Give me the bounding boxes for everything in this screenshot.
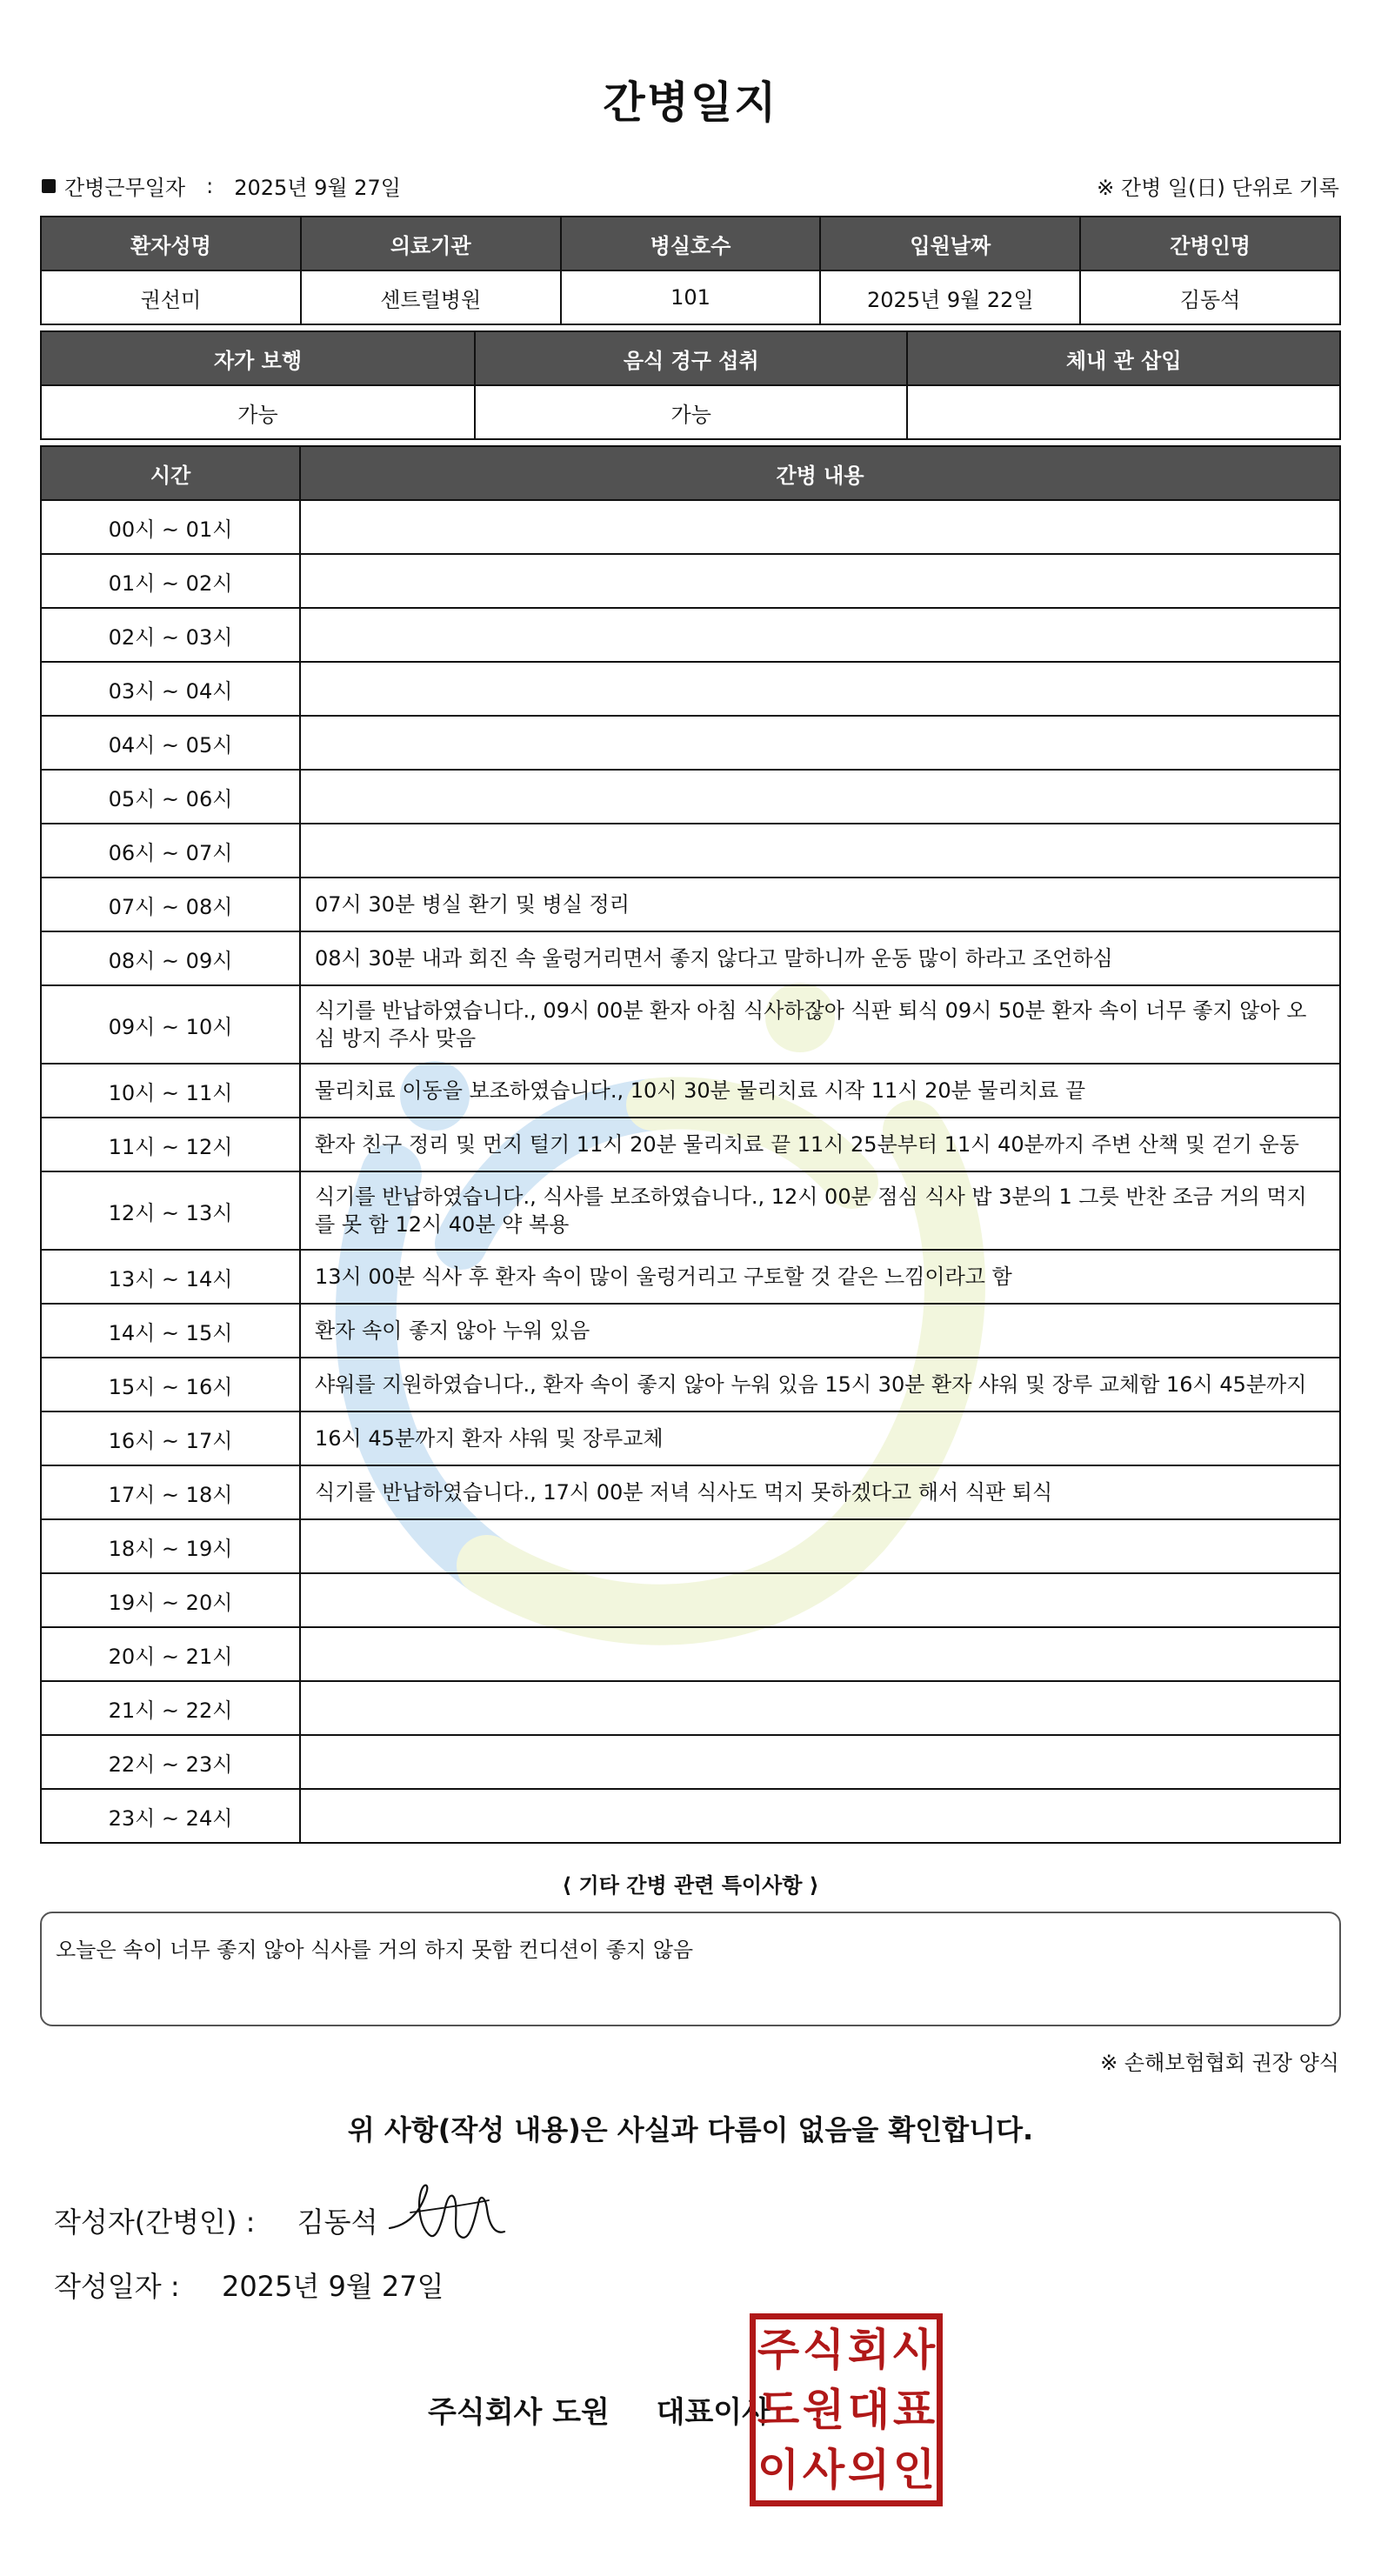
log-time: 01시 ~ 02시 [41, 554, 300, 608]
caregiver-name: 김동석 [1080, 270, 1340, 324]
page-title: 간병일지 [603, 77, 778, 128]
log-content: 샤워를 지원하였습니다., 환자 속이 좋지 않아 누워 있음 15시 30분 환자 샤워 및 장루 교체함 16시 45분까지 [300, 1358, 1340, 1411]
log-content: 환자 친구 정리 및 먼지 털기 11시 20분 물리치료 끝 11시 25분부터 11시 40분까지 주변 산책 및 걷기 운동 [300, 1118, 1340, 1171]
log-row [41, 716, 1340, 770]
log-time: 02시 ~ 03시 [41, 608, 300, 662]
log-time: 00시 ~ 01시 [41, 500, 300, 554]
log-row [41, 500, 1340, 554]
header-patient-name: 환자성명 [41, 217, 301, 270]
log-time: 03시 ~ 04시 [41, 662, 300, 716]
seal-char: 사 [802, 2445, 845, 2496]
log-content: 08시 30분 내과 회진 속 울렁거리면서 좋지 않다고 말하니까 운동 많이 하라고 조언하심 [300, 931, 1340, 985]
confirmation-statement: 위 사항(작성 내용)은 사실과 다름이 없음을 확인합니다. [347, 2113, 1034, 2146]
log-content: 물리치료 이동을 보조하였습니다., 10시 30분 물리치료 시작 11시 20분 물리치료 끝 [300, 1064, 1340, 1118]
seal-char: 이 [757, 2445, 800, 2496]
header-oral-intake: 음식 경구 섭취 [475, 331, 908, 385]
header-caregiver-name: 간병인명 [1080, 217, 1340, 270]
log-row [41, 1411, 1340, 1465]
log-time: 23시 ~ 24시 [41, 1789, 300, 1843]
log-row [41, 554, 1340, 608]
log-row [41, 1250, 1340, 1304]
log-time: 09시 ~ 10시 [41, 985, 300, 1064]
log-time: 17시 ~ 18시 [41, 1465, 300, 1519]
log-row [41, 1118, 1340, 1171]
header-tube-insertion: 체내 관 삽입 [907, 331, 1340, 385]
log-row [41, 662, 1340, 716]
log-row [41, 1681, 1340, 1735]
log-time: 15시 ~ 16시 [41, 1358, 300, 1411]
header-admission-date: 입원날짜 [820, 217, 1080, 270]
log-content: 16시 45분까지 환자 샤워 및 장루교체 [300, 1411, 1340, 1465]
log-time: 21시 ~ 22시 [41, 1681, 300, 1735]
log-time: 14시 ~ 15시 [41, 1304, 300, 1358]
seal-char: 주 [757, 2324, 800, 2375]
log-content: 13시 00분 식사 후 환자 속이 많이 울렁거리고 구토할 것 같은 느낌이라고 함 [300, 1250, 1340, 1304]
notes-text: 오늘은 속이 너무 좋지 않아 식사를 거의 하지 못함 컨디션이 좋지 않음 [56, 1938, 694, 1962]
seal-char: 회 [847, 2324, 891, 2375]
unit-note: ※ 간병 일(日) 단위로 기록 [1097, 176, 1339, 200]
log-content [300, 1627, 1340, 1681]
date-label: 작성일자 : [54, 2270, 180, 2303]
log-content [300, 1735, 1340, 1789]
log-content: 식기를 반납하였습니다., 17시 00분 저녁 식사도 먹지 못하겠다고 해서 식판 퇴식 [300, 1465, 1340, 1519]
writer-line [54, 2200, 378, 2240]
log-row [41, 770, 1340, 824]
log-content: 환자 속이 좋지 않아 누워 있음 [300, 1304, 1340, 1358]
notes-box [40, 1912, 1341, 2026]
log-time: 07시 ~ 08시 [41, 878, 300, 931]
seal-char: 도 [757, 2384, 800, 2435]
log-content [300, 770, 1340, 824]
log-row [41, 608, 1340, 662]
seal-char: 원 [802, 2384, 845, 2435]
company-name: 주식회사 도원 [428, 2395, 610, 2430]
oral-intake-value: 가능 [475, 385, 908, 439]
recommend-note: ※ 손해보험협회 권장 양식 [1100, 2051, 1339, 2075]
log-content [300, 500, 1340, 554]
log-content [300, 1519, 1340, 1573]
log-time: 05시 ~ 06시 [41, 770, 300, 824]
hospital-name: 센트럴병원 [301, 270, 561, 324]
log-time: 04시 ~ 05시 [41, 716, 300, 770]
patient-name: 권선미 [41, 270, 301, 324]
log-time: 19시 ~ 20시 [41, 1573, 300, 1627]
header-time: 시간 [41, 446, 300, 500]
log-row [41, 985, 1340, 1064]
seal-char: 인 [892, 2445, 936, 2496]
writer-label: 작성자(간병인) : [54, 2206, 256, 2239]
seal-icon [750, 2313, 943, 2506]
company-line [428, 2388, 771, 2431]
log-content: 07시 30분 병실 환기 및 병실 정리 [300, 878, 1340, 931]
log-content [300, 608, 1340, 662]
header-hospital: 의료기관 [301, 217, 561, 270]
log-row [41, 1735, 1340, 1789]
date-value: 2025년 9월 27일 [221, 2270, 444, 2303]
log-time: 10시 ~ 11시 [41, 1064, 300, 1118]
log-time: 22시 ~ 23시 [41, 1735, 300, 1789]
ability-table [40, 330, 1341, 440]
log-row [41, 1171, 1340, 1250]
log-content [300, 716, 1340, 770]
log-content [300, 554, 1340, 608]
seal-char: 대 [847, 2384, 891, 2435]
log-content: 식기를 반납하였습니다., 09시 00분 환자 아침 식사하잖아 식판 퇴식 09시 50분 환자 속이 너무 좋지 않아 오심 방지 주사 맞음 [300, 985, 1340, 1064]
log-row [41, 1358, 1340, 1411]
log-row [41, 1789, 1340, 1843]
log-row [41, 1064, 1340, 1118]
log-row [41, 1627, 1340, 1681]
self-walking-value: 가능 [41, 385, 475, 439]
log-time: 13시 ~ 14시 [41, 1250, 300, 1304]
seal-char: 표 [892, 2384, 936, 2435]
log-time: 08시 ~ 09시 [41, 931, 300, 985]
log-content [300, 1789, 1340, 1843]
tube-insertion-value [907, 385, 1340, 439]
log-time: 12시 ~ 13시 [41, 1171, 300, 1250]
log-row [41, 1465, 1340, 1519]
log-content [300, 1681, 1340, 1735]
duty-date-value: 2025년 9월 27일 [234, 176, 401, 200]
log-row [41, 1573, 1340, 1627]
care-log-table [40, 445, 1341, 1844]
duty-date-label: 간병근무일자 [64, 176, 186, 200]
notes-title: ⟨ 기타 간병 관련 특이사항 ⟩ [562, 1873, 819, 1898]
seal-char: 사 [892, 2324, 936, 2375]
admission-date: 2025년 9월 22일 [820, 270, 1080, 324]
header-care-content: 간병 내용 [300, 446, 1340, 500]
header-self-walking: 자가 보행 [41, 331, 475, 385]
log-content [300, 1573, 1340, 1627]
log-time: 06시 ~ 07시 [41, 824, 300, 878]
log-time: 11시 ~ 12시 [41, 1118, 300, 1171]
duty-date-line [42, 170, 401, 201]
header-room-number: 병실호수 [561, 217, 821, 270]
log-time: 20시 ~ 21시 [41, 1627, 300, 1681]
writer-name: 김동석 [297, 2206, 378, 2239]
log-content [300, 662, 1340, 716]
log-content: 식기를 반납하였습니다., 식사를 보조하였습니다., 12시 00분 점심 식사 밥 3분의 1 그릇 반찬 조금 거의 먹지를 못 함 12시 40분 약 복용 [300, 1171, 1340, 1250]
log-time: 18시 ~ 19시 [41, 1519, 300, 1573]
log-time: 16시 ~ 17시 [41, 1411, 300, 1465]
seal-char: 의 [847, 2445, 891, 2496]
date-line [54, 2265, 444, 2305]
company-title: 대표이사 [656, 2395, 771, 2430]
log-row [41, 1519, 1340, 1573]
patient-info-table [40, 216, 1341, 325]
seal-char: 식 [802, 2324, 845, 2375]
signature-icon [384, 2174, 515, 2252]
log-row [41, 824, 1340, 878]
log-row [41, 931, 1340, 985]
room-number: 101 [561, 270, 821, 324]
duty-date-separator: : [206, 173, 214, 198]
log-row [41, 1304, 1340, 1358]
square-bullet-icon [42, 179, 56, 193]
log-row [41, 878, 1340, 931]
log-content [300, 824, 1340, 878]
